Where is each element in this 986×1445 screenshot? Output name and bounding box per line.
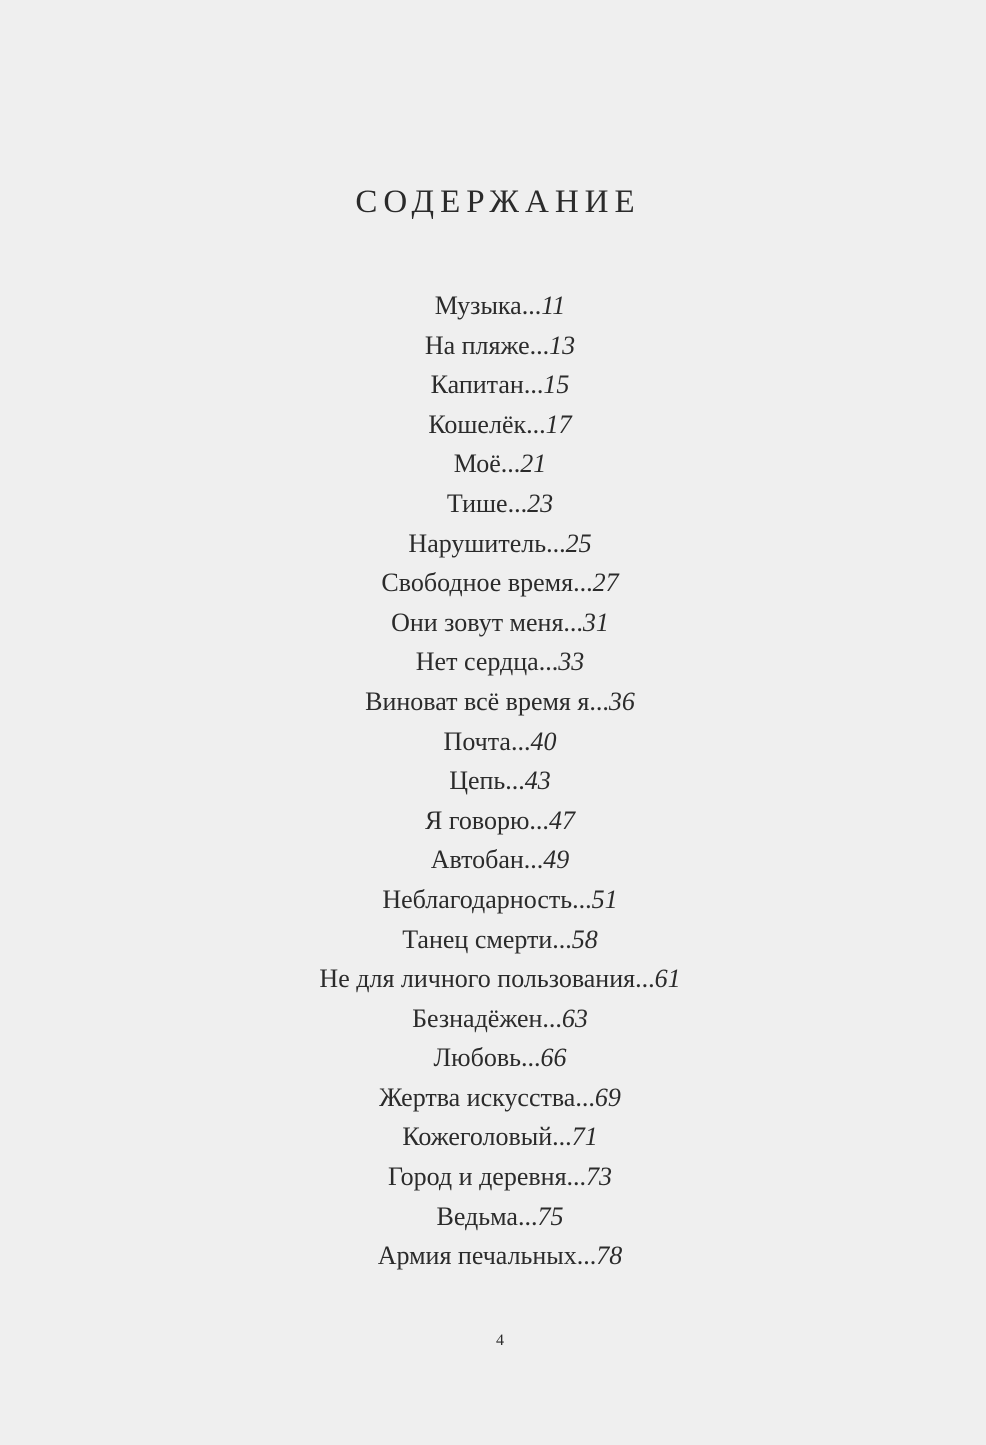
toc-entry-page: 27 xyxy=(592,568,619,598)
toc-entry-page: 63 xyxy=(561,1003,588,1033)
toc-entry xyxy=(14,999,986,1039)
toc-entry-page: 15 xyxy=(543,370,570,400)
toc-entry-title: Я говорю... xyxy=(425,805,549,835)
toc-entry-title: На пляже... xyxy=(424,330,550,360)
toc-entry-title: Кожеголовый... xyxy=(402,1122,572,1152)
toc-entry-page: 11 xyxy=(541,291,566,320)
toc-entry xyxy=(14,920,986,960)
toc-entry xyxy=(14,444,986,484)
toc-entry-page: 17 xyxy=(545,409,572,439)
toc-entry-page: 71 xyxy=(571,1122,598,1152)
toc-entry-page: 31 xyxy=(582,607,609,637)
toc-entry xyxy=(14,801,986,841)
toc-entry-title: Любовь... xyxy=(433,1043,541,1073)
toc-entry-title: Капитан... xyxy=(430,370,544,400)
toc-entry-page: 58 xyxy=(571,924,598,954)
toc-entry-title: Свободное время... xyxy=(381,568,593,598)
toc-entry xyxy=(14,286,986,326)
toc-entry xyxy=(14,405,986,445)
page-title: СОДЕРЖАНИЕ xyxy=(355,184,641,220)
toc-entry xyxy=(14,1078,986,1118)
toc-entry xyxy=(14,524,986,564)
toc-entry-page: 21 xyxy=(520,449,547,479)
toc-entry-title: Кошелёк... xyxy=(428,409,546,439)
toc-entry xyxy=(14,761,986,801)
toc-entry-title: Ведьма... xyxy=(436,1201,538,1231)
toc-entry-title: Автобан... xyxy=(430,845,544,875)
toc-entry xyxy=(14,1157,986,1197)
toc-entry xyxy=(14,880,986,920)
toc-entry-title: Почта... xyxy=(443,726,531,756)
toc-entry xyxy=(14,563,986,603)
toc-entry xyxy=(14,1197,986,1237)
toc-entry-page: 66 xyxy=(540,1043,567,1073)
toc-entry-title: Город и деревня... xyxy=(387,1162,587,1192)
toc-entry-page: 33 xyxy=(558,647,585,677)
toc-entry-title: Цепь... xyxy=(449,766,525,796)
toc-entry xyxy=(14,642,986,682)
toc-entry xyxy=(14,1117,986,1157)
toc-entry xyxy=(14,682,986,722)
toc-entry-title: Танец смерти... xyxy=(402,924,572,954)
toc-entry-page: 47 xyxy=(548,805,575,835)
toc-entry-page: 69 xyxy=(594,1082,621,1112)
toc-entry-page: 73 xyxy=(586,1162,613,1192)
toc-entry-page: 78 xyxy=(596,1241,623,1271)
toc-entry-page: 25 xyxy=(565,528,592,558)
toc-entry xyxy=(14,722,986,762)
toc-entry xyxy=(14,326,986,366)
toc-entry-title: Не для личного пользования... xyxy=(319,964,655,994)
toc-entry-page: 13 xyxy=(549,330,576,360)
toc-entry xyxy=(14,1038,986,1078)
toc-entry xyxy=(14,603,986,643)
table-of-contents xyxy=(0,286,986,1276)
toc-entry-page: 23 xyxy=(527,488,554,518)
toc-entry xyxy=(14,959,986,999)
toc-entry-page: 75 xyxy=(537,1201,564,1231)
toc-entry-title: Жертва искусства... xyxy=(379,1082,595,1112)
toc-entry-page: 36 xyxy=(608,686,635,716)
toc-entry-title: Виноват всё время я... xyxy=(365,686,609,716)
toc-entry-page: 40 xyxy=(530,726,557,756)
toc-entry xyxy=(14,840,986,880)
toc-entry-title: Неблагодарность... xyxy=(382,884,592,914)
toc-entry-title: Нарушитель... xyxy=(408,528,566,558)
toc-entry xyxy=(14,1236,986,1276)
page-number: 4 xyxy=(496,1332,504,1349)
toc-entry-title: Тише... xyxy=(446,488,528,518)
toc-entry-title: Моё... xyxy=(453,449,521,479)
toc-entry xyxy=(14,484,986,524)
toc-entry-page: 61 xyxy=(654,964,681,994)
toc-entry-page: 43 xyxy=(524,766,551,796)
toc-entry-title: Армия печальных... xyxy=(377,1241,597,1271)
toc-entry-page: 49 xyxy=(543,845,570,875)
toc-entry xyxy=(14,365,986,405)
toc-entry-title: Безнадёжен... xyxy=(412,1003,562,1033)
toc-entry-title: Нет сердца... xyxy=(415,647,559,677)
toc-entry-title: Музыка... xyxy=(434,291,542,320)
toc-entry-title: Они зовут меня... xyxy=(391,607,583,637)
toc-entry-page: 51 xyxy=(591,884,618,914)
